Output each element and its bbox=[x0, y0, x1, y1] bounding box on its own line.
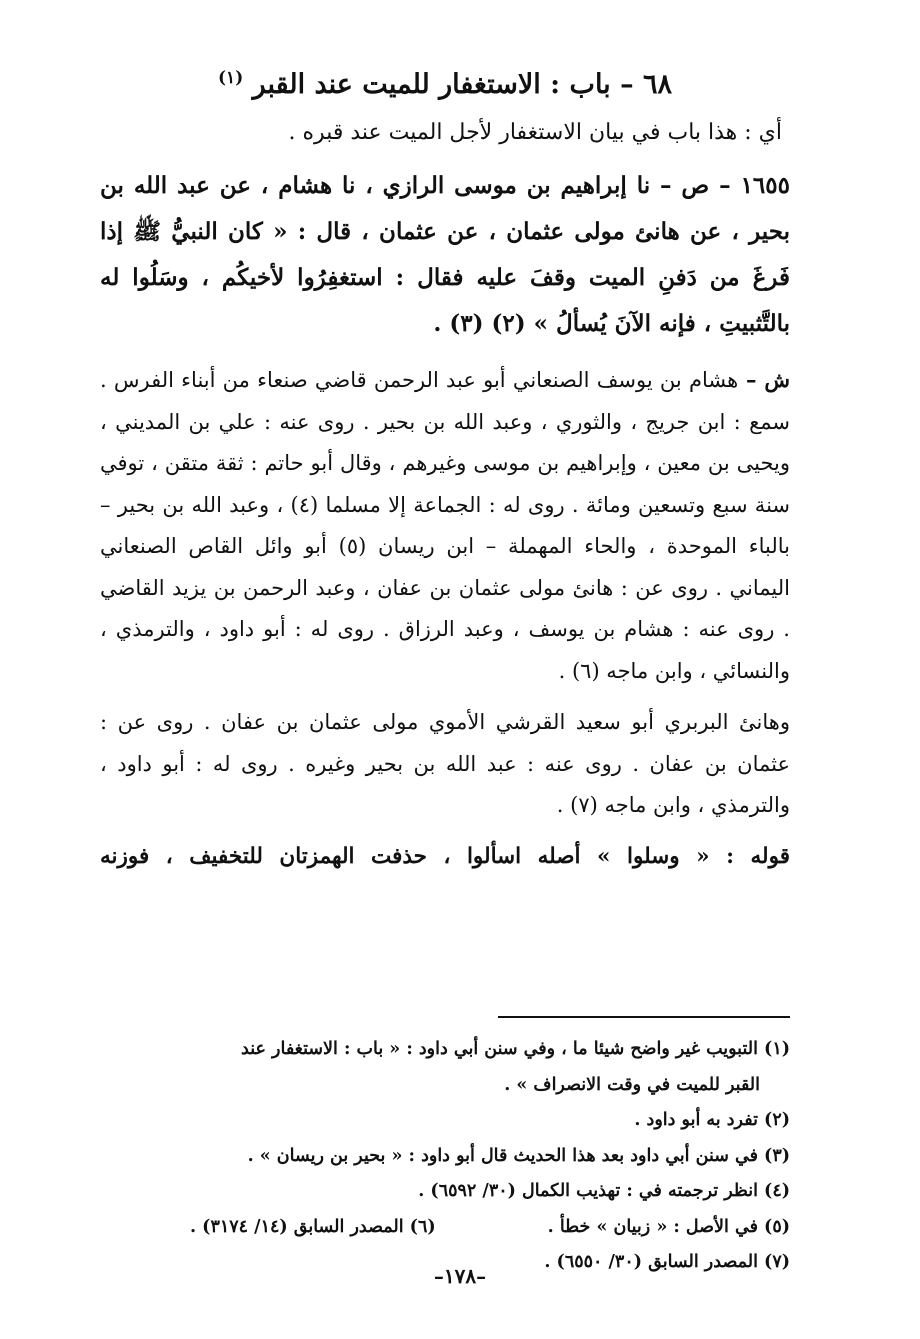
chapter-footnote-ref: (١) bbox=[218, 68, 244, 88]
quote-lead: قوله : « وسلوا » bbox=[580, 843, 790, 869]
footnote-divider bbox=[498, 1016, 790, 1018]
footnote-6: (٦) المصدر السابق (١٤/ ٣١٧٤) . bbox=[190, 1216, 436, 1237]
commentary-text: وهانئ البربري أبو سعيد القرشي الأموي مولى عثمان بن عفان . روى عن : عثمان بن عفان . روى عنه : عبد الله بن بحير وغيره . روى له : أبو داود ، والترمذي ، وابن ماجه (٧) . bbox=[100, 710, 790, 817]
chapter-title bbox=[100, 56, 790, 107]
page-body bbox=[100, 50, 791, 1272]
commentary-lead: ش – bbox=[738, 367, 790, 392]
quote-text: أصله اسألوا ، حذفت الهمزتان للتخفيف ، فوزنه bbox=[100, 843, 581, 869]
footnote-1: (١) التبويب غير واضح شيئا ما ، وفي سنن أبي داود : « باب : الاستغفار عند bbox=[241, 1039, 790, 1059]
hadith-text: ١٦٥٥ – ص – نا إبراهيم بن موسى الرازي ، نا هشام ، عن عبد الله بن بحير ، عن هانئ مولى عثمان ، عن عثمان ، قال : « كان النبيُّ ﷺ إذا فَرغَ من دَفنِ الميت وقفَ عليه فقال : استغفِرُوا لأخيكُم ، وسَلُوا له بالتَّثبيتِ ، فإنه الآنَ يُسألُ » (٢) (٣) . bbox=[100, 172, 790, 337]
commentary-continuation bbox=[100, 837, 790, 877]
footnote-1-continued: القبر للميت في وقت الانصراف » . bbox=[504, 1074, 760, 1095]
footnote-3: (٣) في سنن أبي داود بعد هذا الحديث قال أبو داود : « بحير بن ريسان » . bbox=[247, 1145, 790, 1166]
footnote-7: (٧) المصدر السابق (٣٠/ ٦٥٥٠) . bbox=[544, 1252, 790, 1272]
page-number: –١٧٨– bbox=[433, 1264, 487, 1288]
footnotes bbox=[100, 1032, 790, 1281]
chapter-title-text: ٦٨ – باب : الاستغفار للميت عند القبر bbox=[252, 69, 672, 100]
commentary-text: هشام بن يوسف الصنعاني أبو عبد الرحمن قاضي صنعاء من أبناء الفرس . سمع : ابن جريج ، والثوري ، وعبد الله بن بحير . روى عنه : علي بن المديني ، ويحيى بن معين ، وإبراهيم بن موسى وغيرهم ، وقال أبو حاتم : ثقة متقن ، توفي سنة سبع وتسعين ومائة . روى له : الجماعة إلا مسلما (٤) ، وعبد الله بن بحير – بالباء الموحدة ، والحاء المهملة – ابن ريسان (٥) أبو وائل القاص الصنعاني اليماني . روى عن : هانئ مولى عثمان بن عفان ، وعبد الرحمن بن يزيد القاضي . روى عنه : هشام بن يوسف ، وعبد الرزاق . روى له : أبو داود ، والترمذي ، والنسائي ، وابن ماجه (٦) . bbox=[100, 368, 791, 683]
footnote-4: (٤) انظر ترجمته في : تهذيب الكمال (٣٠/ ٦٥٩٢) . bbox=[418, 1181, 790, 1201]
commentary-paragraph bbox=[100, 702, 790, 827]
footnote-2: (٢) تفرد به أبو داود . bbox=[634, 1110, 790, 1130]
footnote-5: (٥) في الأصل : « زبيان » خطأ . bbox=[547, 1216, 790, 1237]
footnote-row-5-6 bbox=[100, 1210, 790, 1246]
chapter-intro: أي : هذا باب في بيان الاستغفار لأجل الميت عند قبره . bbox=[288, 120, 782, 145]
commentary-paragraph bbox=[100, 359, 790, 692]
